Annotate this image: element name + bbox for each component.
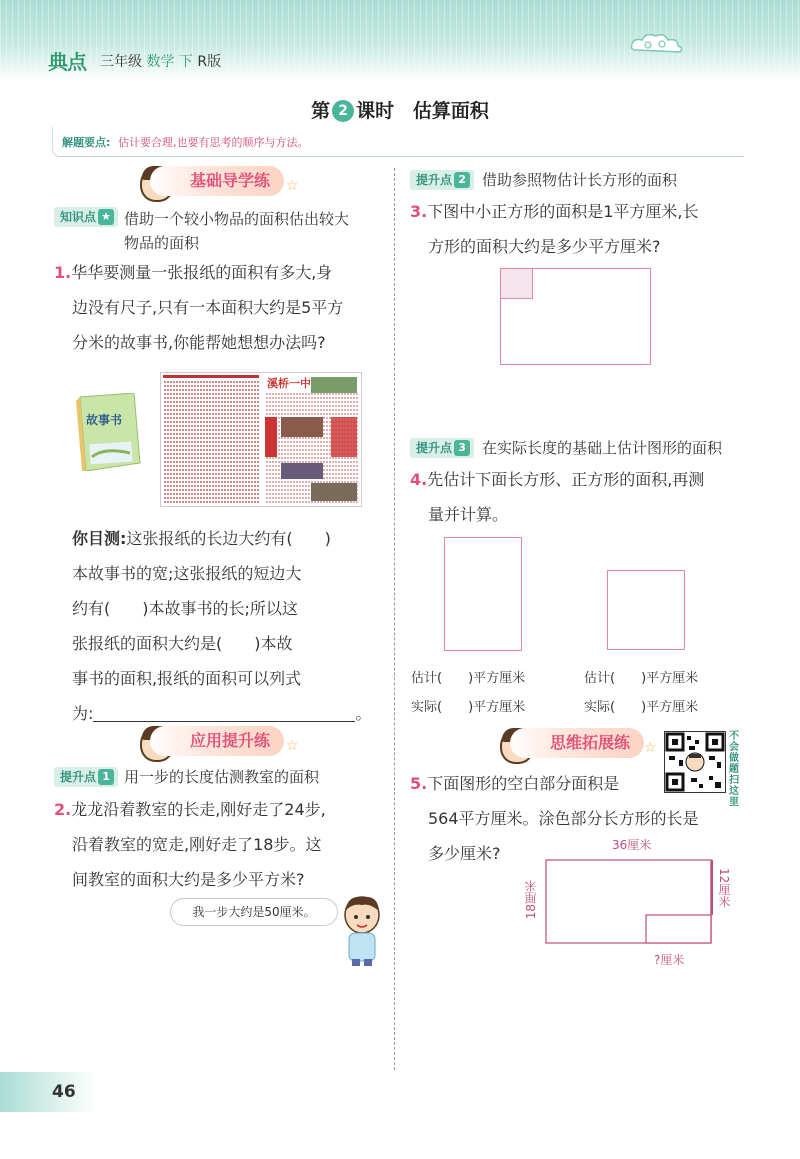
header-stripe — [714, 0, 715, 82]
header-stripe — [624, 0, 625, 82]
header-stripe — [336, 0, 337, 82]
header-stripe — [606, 0, 607, 82]
header-stripe — [762, 0, 763, 82]
header-stripe — [756, 0, 757, 82]
q4-line: 先估计下面长方形、正方形的面积,再测 — [427, 470, 705, 489]
q4-line: 量并计算。 — [428, 505, 509, 524]
top-length-label: 36厘米 — [612, 838, 652, 852]
actual-square-row: 实际( )平方厘米 — [584, 700, 699, 715]
header-stripe — [438, 0, 439, 82]
header-stripe — [318, 0, 319, 82]
header-stripe — [294, 0, 295, 82]
header-stripe — [792, 0, 793, 82]
header-stripe — [600, 0, 601, 82]
book-label: 故事书 — [86, 413, 123, 427]
promote-title-3: 在实际长度的基础上估计图形的面积 — [482, 439, 723, 457]
header-stripe — [18, 0, 19, 82]
knowledge-tag — [54, 207, 118, 227]
header-stripe — [690, 0, 691, 82]
header-stripe — [720, 0, 721, 82]
header-stripe — [306, 0, 307, 82]
tips-text: 估计要合理,也要有思考的顺序与方法。 — [118, 136, 309, 149]
header-stripe — [480, 0, 481, 82]
header-stripe — [246, 0, 247, 82]
right-height-label: 12厘米 — [717, 868, 731, 908]
header-stripe — [552, 0, 553, 82]
promote-tag-3 — [410, 438, 474, 458]
q5-line: 多少厘米? — [428, 844, 501, 863]
header-stripe — [468, 0, 469, 82]
cloud-icon — [628, 30, 688, 56]
newspaper-title: 溪桥一中 — [267, 377, 311, 390]
promote-label: 提升点 — [416, 173, 453, 187]
q1-fill-block: 你目测:这张报纸的长边大约有( ) 本故事书的宽;这张报纸的短边大 约有( )本故事书的长;所以这 张报纸的面积大约是( )本故 事书的面积,报纸的面积可以列式 为: 。 — [72, 521, 390, 731]
header-stripe — [498, 0, 499, 82]
header-stripe — [708, 0, 709, 82]
header-stripe — [282, 0, 283, 82]
q2-line: 间教室的面积大约是多少平方米? — [72, 870, 305, 889]
header-stripe — [750, 0, 751, 82]
newspaper-image — [160, 372, 362, 507]
header-stripe — [534, 0, 535, 82]
star-icon: ☆ — [286, 178, 299, 194]
header-stripe — [780, 0, 781, 82]
promote-label: 提升点 — [60, 770, 97, 784]
header-stripe — [522, 0, 523, 82]
header-stripe — [588, 0, 589, 82]
estimate-square — [607, 570, 685, 650]
header-stripe — [618, 0, 619, 82]
actual-rect-row: 实际( )平方厘米 — [411, 700, 526, 715]
header-stripe — [738, 0, 739, 82]
lesson-number: 2 — [332, 100, 354, 122]
header-stripe — [30, 0, 31, 82]
q3-line: 下图中小正方形的面积是1平方厘米,长 — [427, 202, 699, 221]
header-stripe — [24, 0, 25, 82]
header-stripe — [390, 0, 391, 82]
brand-logo: 典点 — [48, 50, 86, 74]
header-stripe — [396, 0, 397, 82]
question-1 — [54, 255, 390, 360]
header-stripe — [330, 0, 331, 82]
tips-label: 解题要点: — [62, 136, 111, 149]
header-stripe — [594, 0, 595, 82]
grade-label: 三年级 — [100, 54, 142, 70]
header-stripe — [492, 0, 493, 82]
header-stripe — [366, 0, 367, 82]
header-stripe — [6, 0, 7, 82]
header-stripe — [408, 0, 409, 82]
header-stripe — [732, 0, 733, 82]
q3-line: 方形的面积大约是多少平方厘米? — [428, 237, 661, 256]
header-stripe — [12, 0, 13, 82]
header-stripe — [312, 0, 313, 82]
header-stripe — [426, 0, 427, 82]
header-stripe — [576, 0, 577, 82]
question-4 — [410, 462, 750, 532]
header-stripe — [702, 0, 703, 82]
header-stripe — [252, 0, 253, 82]
question-number: 3. — [410, 202, 428, 221]
knowledge-title-line1: 借助一个较小物品的面积估出较大 — [124, 210, 350, 228]
header-stripe — [450, 0, 451, 82]
estimate-rectangle — [444, 537, 522, 651]
promote-label: 提升点 — [416, 441, 453, 455]
speech-bubble: 我一步大约是50厘米。 — [170, 898, 338, 926]
header-stripe — [402, 0, 403, 82]
header-stripe — [786, 0, 787, 82]
answer-line[interactable] — [93, 704, 355, 722]
header-stripe — [516, 0, 517, 82]
header-stripe — [444, 0, 445, 82]
header-stripe — [546, 0, 547, 82]
header-stripe — [504, 0, 505, 82]
question-number: 5. — [410, 774, 428, 793]
header-stripe — [288, 0, 289, 82]
promote-badge: 2 — [454, 172, 470, 188]
lesson-title — [0, 96, 800, 123]
header-stripe — [354, 0, 355, 82]
header-stripe — [270, 0, 271, 82]
header-stripe — [96, 0, 97, 82]
header-stripe — [276, 0, 277, 82]
q2-line: 龙龙沿着教室的长走,刚好走了24步, — [71, 800, 326, 819]
promote-tag-2 — [410, 170, 474, 190]
question-number: 2. — [54, 800, 72, 819]
header-stripe — [696, 0, 697, 82]
lesson-suffix: 课时 — [356, 100, 395, 122]
knowledge-label: 知识点 — [60, 210, 97, 224]
header-stripe — [798, 0, 799, 82]
promote-tag-1 — [54, 767, 118, 787]
section-banner-basic: 基础导学练 — [150, 166, 284, 196]
section-banner-apply: 应用提升练 — [150, 726, 284, 756]
left-height-label: 18厘米 — [524, 880, 538, 920]
promote-badge: 3 — [454, 440, 470, 456]
fill-line: 本故事书的宽;这张报纸的短边大 — [72, 564, 302, 583]
section-banner-extend: 思维拓展练 — [510, 728, 644, 758]
subject-label: 数学 — [146, 54, 175, 70]
question-number: 1. — [54, 263, 72, 282]
lesson-prefix: 第 — [311, 100, 331, 122]
header-stripe — [564, 0, 565, 82]
header-stripe — [240, 0, 241, 82]
fill-line: 这张报纸的长边大约有( ) — [126, 529, 331, 548]
header-stripe — [540, 0, 541, 82]
q1-line: 华华要测量一张报纸的面积有多大,身 — [71, 263, 333, 282]
promote-title-1: 用一步的长度估测教室的面积 — [124, 768, 320, 786]
q5-line: 564平方厘米。涂色部分长方形的长是 — [428, 809, 699, 828]
header-stripe — [342, 0, 343, 82]
lesson-topic: 估算面积 — [412, 100, 489, 122]
header-stripe — [228, 0, 229, 82]
question-2 — [54, 792, 390, 897]
star-icon: ☆ — [286, 738, 299, 754]
knowledge-title — [124, 207, 349, 255]
q1-line: 分米的故事书,你能帮她想想办法吗? — [72, 333, 326, 352]
header-stripe — [384, 0, 385, 82]
promote-badge: 1 — [98, 769, 114, 785]
knowledge-badge: ★ — [98, 209, 114, 225]
bottom-unknown-label: ?厘米 — [654, 953, 685, 967]
header-stripe — [90, 0, 91, 82]
header-stripe — [414, 0, 415, 82]
fill-line: 张报纸的面积大约是( )本故 — [72, 634, 293, 653]
header-stripe — [360, 0, 361, 82]
term-label: 下 — [178, 54, 193, 70]
grade-subject — [100, 51, 221, 71]
edition-label: R版 — [197, 54, 222, 70]
estimate-square-row: 估计( )平方厘米 — [584, 671, 699, 686]
fill-line: 事书的面积,报纸的面积可以列式 — [72, 669, 302, 688]
question-number: 4. — [410, 470, 428, 489]
header-stripe — [510, 0, 511, 82]
header-stripe — [372, 0, 373, 82]
header-stripe — [612, 0, 613, 82]
header-stripe — [744, 0, 745, 82]
header-stripe — [300, 0, 301, 82]
header-stripe — [378, 0, 379, 82]
header-stripe — [528, 0, 529, 82]
boy-character-icon — [340, 895, 384, 967]
question-3 — [410, 194, 750, 264]
header-stripe — [474, 0, 475, 82]
star-icon: ☆ — [644, 740, 657, 756]
header-stripe — [768, 0, 769, 82]
fill-line: 为: — [72, 704, 94, 723]
header-stripe — [486, 0, 487, 82]
header-stripe — [462, 0, 463, 82]
header-stripe — [432, 0, 433, 82]
q1-line: 边没有尺子,只有一本面积大约是5平方 — [72, 298, 344, 317]
unit-square — [500, 268, 533, 299]
header-stripe — [570, 0, 571, 82]
header-stripe — [456, 0, 457, 82]
header-stripe — [774, 0, 775, 82]
page-number-band — [0, 1072, 96, 1112]
header-stripe — [42, 0, 43, 82]
column-divider — [394, 168, 395, 1070]
header-stripe — [726, 0, 727, 82]
promote-title-2: 借助参照物估计长方形的面积 — [482, 171, 678, 189]
header-stripe — [222, 0, 223, 82]
q2-line: 沿着教室的宽走,刚好走了18步。这 — [72, 835, 322, 854]
header-stripe — [0, 0, 1, 82]
l-shape-figure — [540, 852, 720, 948]
header-stripe — [348, 0, 349, 82]
header-stripe — [234, 0, 235, 82]
header-stripe — [36, 0, 37, 82]
header-stripe — [582, 0, 583, 82]
story-book-image — [74, 393, 142, 471]
header-stripe — [420, 0, 421, 82]
page-number: 46 — [52, 1082, 76, 1102]
q5-line: 下面图形的空白部分面积是 — [427, 774, 620, 793]
estimate-rect-row: 估计( )平方厘米 — [411, 671, 526, 686]
fill-lead: 你目测: — [72, 529, 127, 548]
header-stripe — [258, 0, 259, 82]
fill-line: 约有( )本故事书的长;所以这 — [72, 599, 298, 618]
knowledge-title-line2: 物品的面积 — [124, 234, 200, 252]
header-stripe — [558, 0, 559, 82]
header-stripe — [324, 0, 325, 82]
qr-caption: 不会做题扫这里 — [729, 731, 739, 808]
header-stripe — [264, 0, 265, 82]
